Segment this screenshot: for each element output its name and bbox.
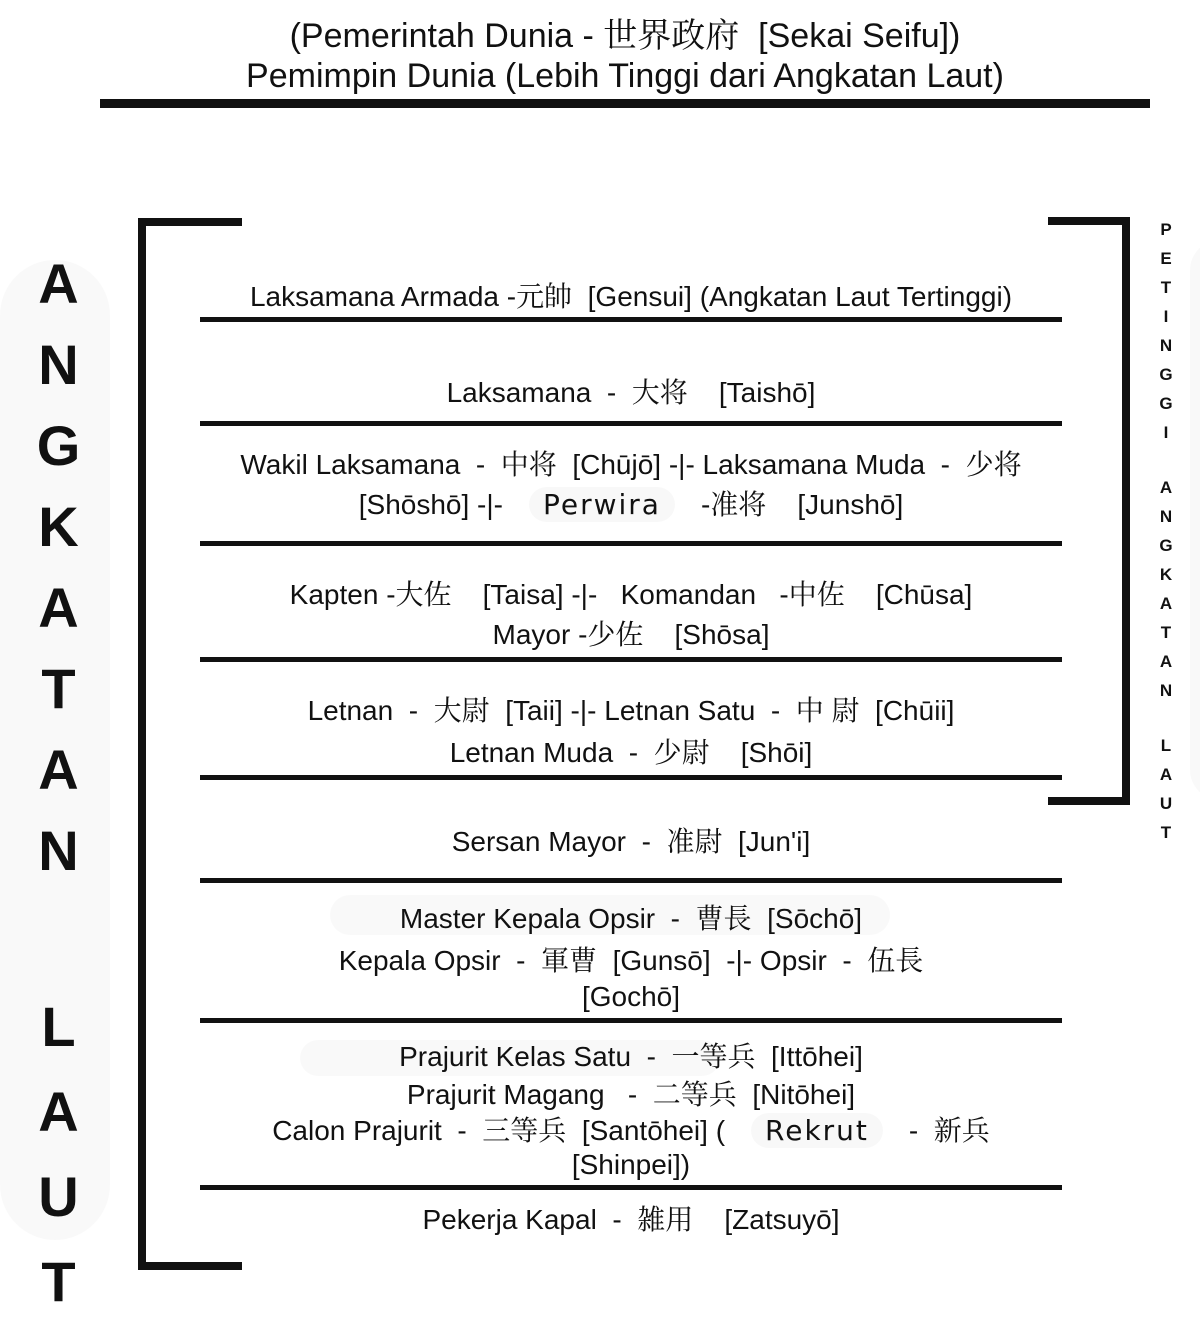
rank-wakil-laksamana-line1: Wakil Laksamana - 中将 [Chūjō] -|- Laksamana Muda - 少将 <box>240 449 1022 480</box>
rank-divider <box>200 1018 1062 1023</box>
patched-word-rekrut: Rekrut <box>751 1113 883 1148</box>
rank-prajurit-line3 <box>200 1114 1062 1148</box>
right-bracket-bottom <box>1048 797 1130 805</box>
rank-pekerja-kapal: Pekerja Kapal - 雑用 [Zatsuyō] <box>422 1204 840 1235</box>
rank-kepala-opsir-line2: Kepala Opsir - 軍曹 [Gunsō] -|- Opsir - 伍長 <box>338 945 924 976</box>
rank-text: -准将 [Junshō] <box>700 489 904 520</box>
left-banner-angkatan-laut <box>14 252 102 1335</box>
rank-kapten-line1: Kapten -大佐 [Taisa] -|- Komandan -中佐 [Chūsa] <box>289 579 973 610</box>
rank-divider <box>200 657 1062 662</box>
left-banner-word-angkatan: ANGKATAN <box>27 252 90 900</box>
rank-laksamana-armada: Laksamana Armada -元帥 [Gensui] (Angkatan Laut Tertinggi) <box>249 281 1013 312</box>
rank-kepala-opsir-line3: [Gochō] <box>581 981 681 1012</box>
rank-letnan-line1: Letnan - 大尉 [Taii] -|- Letnan Satu - 中 尉 [Chūii] <box>307 695 955 726</box>
header-divider <box>100 99 1150 108</box>
rank-text: [Shōshō] -|- <box>358 489 503 520</box>
rank-prajurit-line4: [Shinpei]) <box>571 1149 691 1180</box>
rank-prajurit-line2: Prajurit Magang - 二等兵 [Nitōhei] <box>406 1079 856 1110</box>
right-banner-petinggi-angkatan-laut <box>1144 220 1188 852</box>
rank-kepala-opsir-line1: Master Kepala Opsir - 曹長 [Sōchō] <box>399 903 863 934</box>
rank-prajurit-line1: Prajurit Kelas Satu - 一等兵 [Ittōhei] <box>399 1041 863 1072</box>
rank-divider <box>200 317 1062 322</box>
background-smudge <box>1190 240 1200 800</box>
rank-text: - 新兵 <box>908 1115 990 1146</box>
header-world-leaders: Pemimpin Dunia (Lebih Tinggi dari Angkatan Laut) <box>246 57 1004 95</box>
rank-divider <box>200 541 1062 546</box>
left-bracket-bottom <box>138 1262 242 1270</box>
rank-divider <box>200 421 1062 426</box>
rank-sersan-mayor: Sersan Mayor - 准尉 [Jun'i] <box>451 826 811 857</box>
rank-divider <box>200 878 1062 883</box>
rank-text: Calon Prajurit - 三等兵 [Santōhei] ( <box>272 1115 726 1146</box>
right-banner-word-angkatan: ANGKATAN <box>1156 478 1176 710</box>
rank-divider <box>200 775 1062 780</box>
left-banner-word-laut: LAUT <box>27 995 90 1335</box>
rank-wakil-laksamana-line2 <box>200 488 1062 522</box>
left-bracket-top <box>138 218 242 226</box>
right-banner-word-laut: LAUT <box>1156 736 1176 852</box>
rank-kapten-line2: Mayor -少佐 [Shōsa] <box>492 619 770 650</box>
left-bracket-vertical <box>138 218 146 1270</box>
patched-word-perwira: Perwira <box>529 487 675 522</box>
header-world-government: (Pemerintah Dunia - 世界政府 [Sekai Seifu]) <box>289 17 961 55</box>
rank-letnan-line2: Letnan Muda - 少尉 [Shōi] <box>449 737 813 768</box>
rank-divider <box>200 1185 1062 1190</box>
right-bracket-vertical <box>1122 217 1130 805</box>
right-bracket-top <box>1048 217 1130 225</box>
rank-laksamana: Laksamana - 大将 [Taishō] <box>446 377 816 408</box>
right-banner-word-petinggi: PETINGGI <box>1156 220 1176 452</box>
